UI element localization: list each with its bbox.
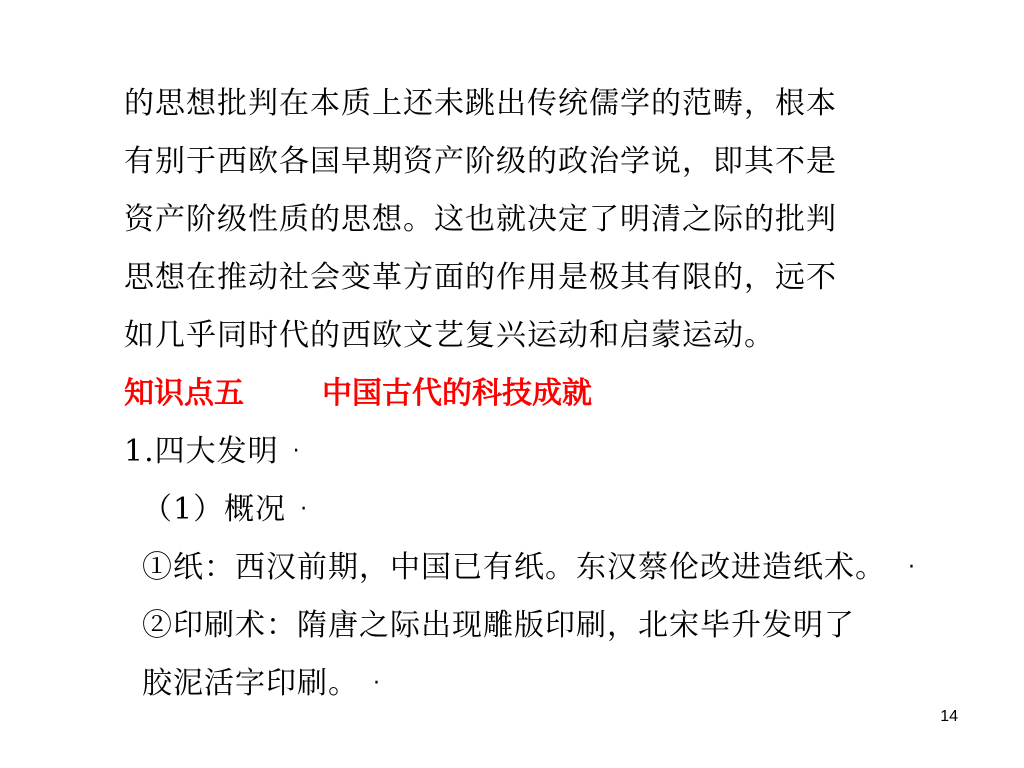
paragraph-line-1: 的思想批判在本质上还未跳出传统儒学的范畴，根本 <box>124 86 837 121</box>
page-number: 14 <box>940 708 958 725</box>
point-printing-line-2-text: 胶泥活字印刷。 <box>142 666 359 701</box>
bullet-dot: · <box>373 671 381 696</box>
list-item-inventions-text: 1.四大发明 <box>124 434 279 469</box>
paragraph-line-5: 如几乎同时代的西欧文艺复兴运动和启蒙运动。 <box>124 318 775 353</box>
paragraph-line-3: 资产阶级性质的思想。这也就决定了明清之际的批判 <box>124 202 837 237</box>
sub-item-overview-text: （1）概况 <box>142 492 287 527</box>
section-heading-title: 中国古代的科技成就 <box>322 376 592 411</box>
bullet-dot: · <box>292 439 301 464</box>
bullet-dot: · <box>300 497 309 522</box>
list-item-inventions <box>124 432 301 472</box>
section-heading <box>124 374 592 414</box>
point-paper <box>142 548 916 588</box>
section-heading-label: 知识点五 <box>124 376 244 411</box>
point-printing-line-1: ②印刷术：隋唐之际出现雕版印刷，北宋毕升发明了 <box>142 608 855 643</box>
sub-item-overview <box>142 490 308 530</box>
point-printing-line-2 <box>142 664 381 704</box>
paragraph-line-4: 思想在推动社会变革方面的作用是极其有限的，远不 <box>124 260 837 295</box>
paragraph-line-2: 有别于西欧各国早期资产阶级的政治学说，即其不是 <box>124 144 837 179</box>
bullet-dot: · <box>908 555 916 580</box>
point-paper-text: ①纸：西汉前期，中国已有纸。东汉蔡伦改进造纸术。 <box>142 550 886 585</box>
